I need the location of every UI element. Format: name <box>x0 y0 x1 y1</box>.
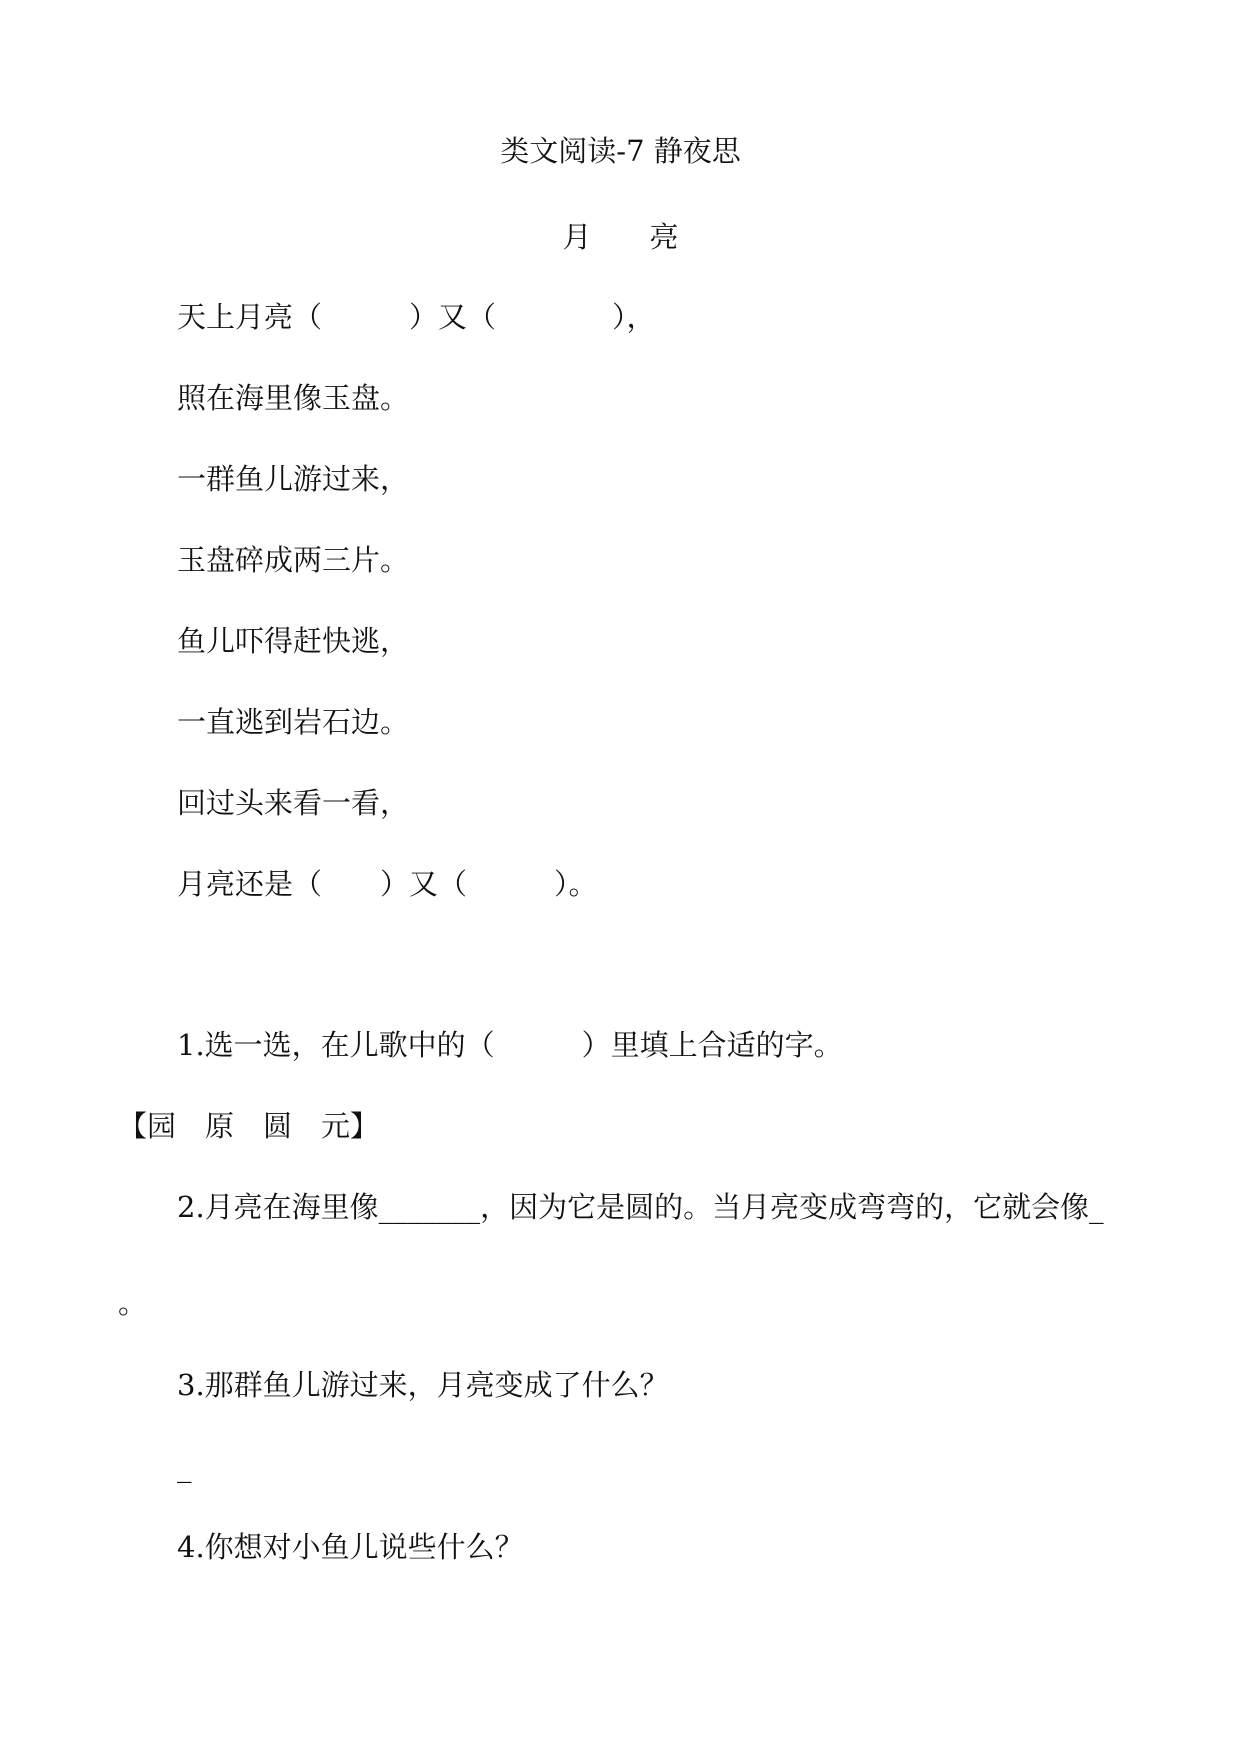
poem-line: 一直逃到岩石边。 <box>177 705 410 739</box>
question-1-options: 【园 原 圆 元】 <box>118 1109 380 1143</box>
page-title: 类文阅读-7 静夜思 <box>500 134 741 168</box>
poem-line: 鱼儿吓得赶快逃， <box>177 624 410 658</box>
question-3: 3.那群鱼儿游过来，月亮变成了什么？ <box>177 1368 669 1402</box>
poem-line: 回过头来看一看， <box>177 786 410 820</box>
question-2-end: 。 <box>118 1286 148 1320</box>
poem-title: 月 亮 <box>562 220 679 254</box>
poem-line: 照在海里像玉盘。 <box>177 381 410 415</box>
question-1: 1.选一选，在儿歌中的（ ）里填上合适的字。 <box>177 1028 843 1062</box>
poem-line: 天上月亮（ ）又（ ）， <box>177 300 656 334</box>
poem-line: 一群鱼儿游过来， <box>177 462 410 496</box>
poem-line: 玉盘碎成两三片。 <box>177 543 410 577</box>
poem-line: 月亮还是（ ）又（ ）。 <box>177 867 598 901</box>
question-3-answer-line: _ <box>177 1449 192 1483</box>
question-2: 2.月亮在海里像_______，因为它是圆的。当月亮变成弯弯的，它就会像_ <box>177 1190 1104 1224</box>
question-4: 4.你想对小鱼儿说些什么？ <box>177 1530 524 1564</box>
